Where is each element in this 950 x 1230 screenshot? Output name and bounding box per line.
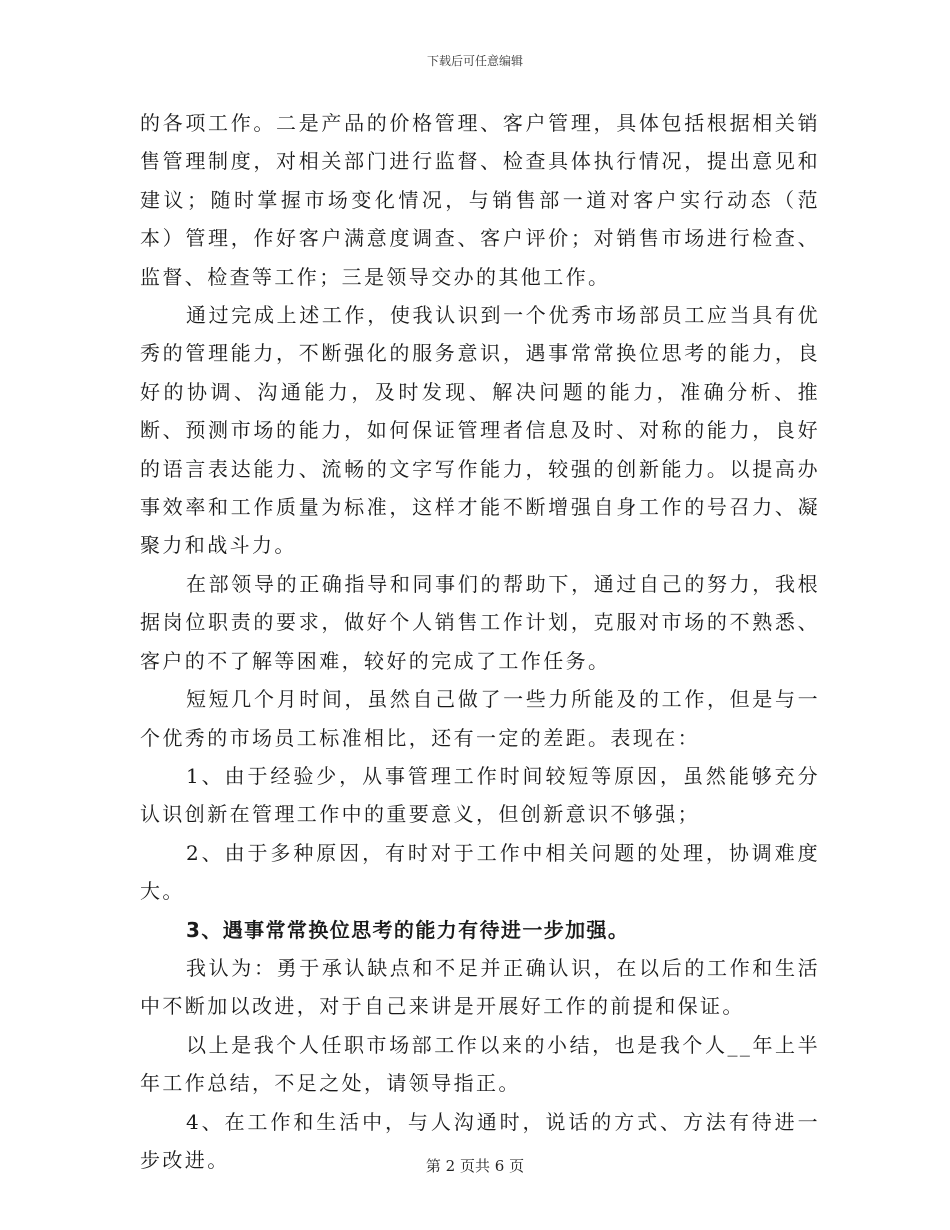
paragraph-summary: 以上是我个人任职市场部工作以来的小结，也是我个人__年上半年工作总结，不足之处，请领导指正。	[140, 1032, 820, 1096]
list-item-1: 1、由于经验少，从事管理工作时间较短等原因，虽然能够充分认识创新在管理工作中的重要意义，但创新意识不够强；	[140, 763, 820, 827]
paragraph-self-assessment: 我认为：勇于承认缺点和不足并正确认识，在以后的工作和生活中不断加以改进，对于自己来讲是开展好工作的前提和保证。	[140, 955, 820, 1019]
page-footer: 第 2 页共 6 页	[425, 1157, 525, 1175]
paragraph-shortcomings-intro: 短短几个月时间，虽然自己做了一些力所能及的工作，但是与一个优秀的市场员工标准相比，还有一定的差距。表现在：	[140, 687, 820, 750]
paragraph-guidance: 在部领导的正确指导和同事们的帮助下，通过自己的努力，我根据岗位职责的要求，做好个人销售工作计划，克服对市场的不熟悉、客户的不了解等困难，较好的完成了工作任务。	[140, 571, 820, 673]
paragraph-duties-continued: 的各项工作。二是产品的价格管理、客户管理，具体包括根据相关销售管理制度，对相关部门进行监督、检查具体执行情况，提出意见和建议；随时掌握市场变化情况，与销售部一道对客户实行动态（范本）管理，作好客户满意度调查、客户评价；对销售市场进行检查、监督、检查等工作；三是领导交办的其他工作。	[140, 111, 820, 289]
document-body	[140, 104, 820, 1179]
paragraph-abilities: 通过完成上述工作，使我认识到一个优秀市场部员工应当具有优秀的管理能力，不断强化的服务意识，遇事常常换位思考的能力，良好的协调、沟通能力，及时发现、解决问题的能力，准确分析、推断、预测市场的能力，如何保证管理者信息及时、对称的能力，良好的语言表达能力、流畅的文字写作能力，较强的创新能力。以提高办事效率和工作质量为标准，这样才能不断增强自身工作的号召力、凝聚力和战斗力。	[140, 303, 820, 558]
list-item-4: 4、在工作和生活中，与人沟通时，说话的方式、方法有待进一步改进。	[140, 1109, 820, 1172]
page-header: 下载后可任意编辑	[426, 54, 523, 68]
list-item-3: 3、遇事常常换位思考的能力有待进一步加强。	[186, 917, 630, 942]
list-item-2: 2、由于多种原因，有时对于工作中相关问题的处理，协调难度大。	[140, 840, 820, 904]
